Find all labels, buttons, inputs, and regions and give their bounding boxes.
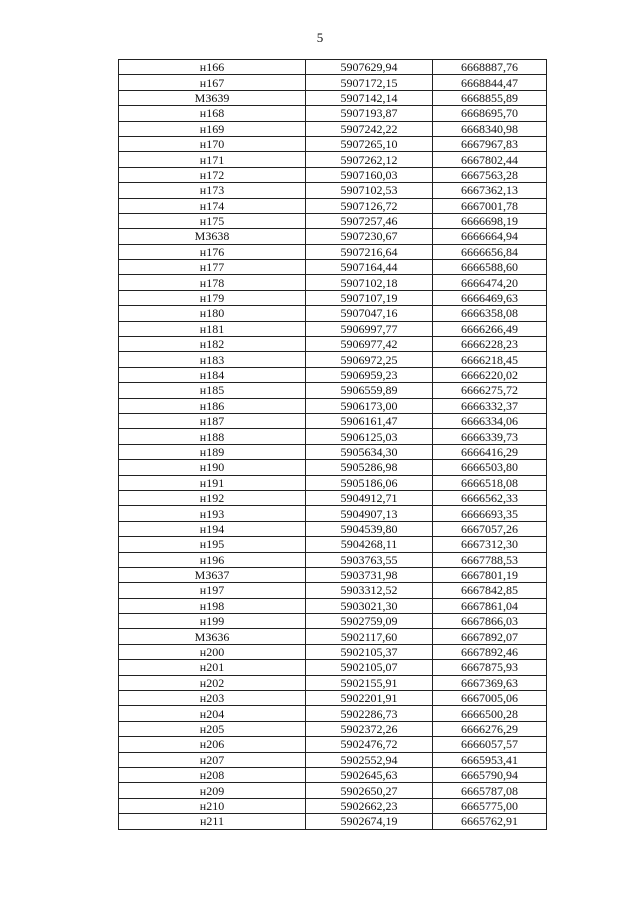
point-name-cell: МЗ639 (119, 90, 306, 105)
x-coordinate-cell: 5907102,53 (306, 183, 433, 198)
point-name-cell: н170 (119, 136, 306, 151)
table-row (119, 675, 547, 690)
point-name-cell: н189 (119, 444, 306, 459)
x-coordinate-cell: 5907160,03 (306, 167, 433, 182)
y-coordinate-cell: 6668887,76 (433, 60, 547, 75)
point-name-cell: н195 (119, 537, 306, 552)
point-name-cell: н184 (119, 367, 306, 382)
table-row (119, 614, 547, 629)
y-coordinate-cell: 6666339,73 (433, 429, 547, 444)
point-name-cell: н183 (119, 352, 306, 367)
coordinates-table (118, 59, 547, 830)
x-coordinate-cell: 5902117,60 (306, 629, 433, 644)
point-name-cell: н205 (119, 721, 306, 736)
y-coordinate-cell: 6666334,06 (433, 413, 547, 428)
x-coordinate-cell: 5907230,67 (306, 229, 433, 244)
table-row (119, 75, 547, 90)
point-name-cell: н169 (119, 121, 306, 136)
y-coordinate-cell: 6667842,85 (433, 583, 547, 598)
point-name-cell: н173 (119, 183, 306, 198)
point-name-cell: н208 (119, 767, 306, 782)
table-row (119, 60, 547, 75)
y-coordinate-cell: 6666503,80 (433, 460, 547, 475)
coordinates-table-body (119, 60, 547, 830)
x-coordinate-cell: 5906997,77 (306, 321, 433, 336)
x-coordinate-cell: 5906977,42 (306, 337, 433, 352)
x-coordinate-cell: 5907172,15 (306, 75, 433, 90)
x-coordinate-cell: 5903763,55 (306, 552, 433, 567)
x-coordinate-cell: 5903312,52 (306, 583, 433, 598)
table-row (119, 152, 547, 167)
x-coordinate-cell: 5903021,30 (306, 598, 433, 613)
table-row (119, 290, 547, 305)
y-coordinate-cell: 6666358,08 (433, 306, 547, 321)
x-coordinate-cell: 5907265,10 (306, 136, 433, 151)
y-coordinate-cell: 6666057,57 (433, 737, 547, 752)
point-name-cell: н207 (119, 752, 306, 767)
x-coordinate-cell: 5902552,94 (306, 752, 433, 767)
point-name-cell: н181 (119, 321, 306, 336)
point-name-cell: н175 (119, 213, 306, 228)
x-coordinate-cell: 5907216,64 (306, 244, 433, 259)
point-name-cell: н192 (119, 490, 306, 505)
point-name-cell: н180 (119, 306, 306, 321)
x-coordinate-cell: 5902650,27 (306, 783, 433, 798)
y-coordinate-cell: 6666228,23 (433, 337, 547, 352)
x-coordinate-cell: 5906559,89 (306, 383, 433, 398)
table-row (119, 706, 547, 721)
point-name-cell: н203 (119, 691, 306, 706)
x-coordinate-cell: 5904539,80 (306, 521, 433, 536)
x-coordinate-cell: 5907102,18 (306, 275, 433, 290)
x-coordinate-cell: 5903731,98 (306, 567, 433, 582)
point-name-cell: н201 (119, 660, 306, 675)
table-row (119, 583, 547, 598)
y-coordinate-cell: 6666469,63 (433, 290, 547, 305)
x-coordinate-cell: 5902645,63 (306, 767, 433, 782)
y-coordinate-cell: 6665762,91 (433, 814, 547, 829)
page-number: 5 (316, 30, 324, 45)
point-name-cell: н196 (119, 552, 306, 567)
y-coordinate-cell: 6667967,83 (433, 136, 547, 151)
x-coordinate-cell: 5902286,73 (306, 706, 433, 721)
table-row (119, 90, 547, 105)
point-name-cell: н168 (119, 106, 306, 121)
y-coordinate-cell: 6666416,29 (433, 444, 547, 459)
x-coordinate-cell: 5902105,37 (306, 644, 433, 659)
y-coordinate-cell: 6667861,04 (433, 598, 547, 613)
point-name-cell: н210 (119, 798, 306, 813)
point-name-cell: н211 (119, 814, 306, 829)
x-coordinate-cell: 5907193,87 (306, 106, 433, 121)
table-row (119, 567, 547, 582)
point-name-cell: н204 (119, 706, 306, 721)
x-coordinate-cell: 5904912,71 (306, 490, 433, 505)
point-name-cell: МЗ637 (119, 567, 306, 582)
table-row (119, 598, 547, 613)
x-coordinate-cell: 5906972,25 (306, 352, 433, 367)
table-row (119, 475, 547, 490)
y-coordinate-cell: 6667875,93 (433, 660, 547, 675)
x-coordinate-cell: 5906161,47 (306, 413, 433, 428)
y-coordinate-cell: 6666275,72 (433, 383, 547, 398)
table-row (119, 644, 547, 659)
table-row (119, 167, 547, 182)
x-coordinate-cell: 5904907,13 (306, 506, 433, 521)
y-coordinate-cell: 6667369,63 (433, 675, 547, 690)
table-row (119, 352, 547, 367)
y-coordinate-cell: 6666588,60 (433, 260, 547, 275)
table-row (119, 413, 547, 428)
y-coordinate-cell: 6666693,35 (433, 506, 547, 521)
table-row (119, 275, 547, 290)
x-coordinate-cell: 5907629,94 (306, 60, 433, 75)
x-coordinate-cell: 5907047,16 (306, 306, 433, 321)
y-coordinate-cell: 6665775,00 (433, 798, 547, 813)
table-row (119, 106, 547, 121)
table-row (119, 321, 547, 336)
table-row (119, 367, 547, 382)
table-row (119, 552, 547, 567)
y-coordinate-cell: 6667892,46 (433, 644, 547, 659)
x-coordinate-cell: 5902476,72 (306, 737, 433, 752)
x-coordinate-cell: 5904268,11 (306, 537, 433, 552)
y-coordinate-cell: 6667801,19 (433, 567, 547, 582)
table-row (119, 460, 547, 475)
x-coordinate-cell: 5905286,98 (306, 460, 433, 475)
point-name-cell: н172 (119, 167, 306, 182)
point-name-cell: н198 (119, 598, 306, 613)
table-row (119, 798, 547, 813)
table-row (119, 506, 547, 521)
table-row (119, 398, 547, 413)
table-row (119, 737, 547, 752)
table-row (119, 444, 547, 459)
table-row (119, 429, 547, 444)
table-row (119, 767, 547, 782)
point-name-cell: н182 (119, 337, 306, 352)
table-row (119, 136, 547, 151)
y-coordinate-cell: 6667866,03 (433, 614, 547, 629)
table-row (119, 752, 547, 767)
table-row (119, 244, 547, 259)
table-row (119, 691, 547, 706)
x-coordinate-cell: 5906959,23 (306, 367, 433, 382)
y-coordinate-cell: 6666518,08 (433, 475, 547, 490)
y-coordinate-cell: 6667362,13 (433, 183, 547, 198)
point-name-cell: н199 (119, 614, 306, 629)
point-name-cell: н179 (119, 290, 306, 305)
y-coordinate-cell: 6668855,89 (433, 90, 547, 105)
y-coordinate-cell: 6666220,02 (433, 367, 547, 382)
point-name-cell: н171 (119, 152, 306, 167)
point-name-cell: н176 (119, 244, 306, 259)
point-name-cell: н197 (119, 583, 306, 598)
x-coordinate-cell: 5906125,03 (306, 429, 433, 444)
table-row (119, 213, 547, 228)
y-coordinate-cell: 6666474,20 (433, 275, 547, 290)
y-coordinate-cell: 6666266,49 (433, 321, 547, 336)
y-coordinate-cell: 6667001,78 (433, 198, 547, 213)
table-row (119, 260, 547, 275)
table-row (119, 337, 547, 352)
table-row (119, 121, 547, 136)
point-name-cell: н191 (119, 475, 306, 490)
x-coordinate-cell: 5902662,23 (306, 798, 433, 813)
x-coordinate-cell: 5907107,19 (306, 290, 433, 305)
table-row (119, 814, 547, 829)
y-coordinate-cell: 6666656,84 (433, 244, 547, 259)
x-coordinate-cell: 5902105,07 (306, 660, 433, 675)
table-row (119, 198, 547, 213)
x-coordinate-cell: 5902372,26 (306, 721, 433, 736)
table-row (119, 183, 547, 198)
x-coordinate-cell: 5907242,22 (306, 121, 433, 136)
point-name-cell: н206 (119, 737, 306, 752)
x-coordinate-cell: 5907126,72 (306, 198, 433, 213)
y-coordinate-cell: 6666664,94 (433, 229, 547, 244)
x-coordinate-cell: 5905186,06 (306, 475, 433, 490)
y-coordinate-cell: 6665953,41 (433, 752, 547, 767)
x-coordinate-cell: 5907257,46 (306, 213, 433, 228)
point-name-cell: н187 (119, 413, 306, 428)
y-coordinate-cell: 6668844,47 (433, 75, 547, 90)
y-coordinate-cell: 6666562,33 (433, 490, 547, 505)
point-name-cell: н174 (119, 198, 306, 213)
table-row (119, 783, 547, 798)
x-coordinate-cell: 5902759,09 (306, 614, 433, 629)
y-coordinate-cell: 6667563,28 (433, 167, 547, 182)
point-name-cell: н178 (119, 275, 306, 290)
table-row (119, 660, 547, 675)
y-coordinate-cell: 6667005,06 (433, 691, 547, 706)
point-name-cell: н194 (119, 521, 306, 536)
y-coordinate-cell: 6667788,53 (433, 552, 547, 567)
y-coordinate-cell: 6666218,45 (433, 352, 547, 367)
x-coordinate-cell: 5902674,19 (306, 814, 433, 829)
table-row (119, 306, 547, 321)
table-row (119, 629, 547, 644)
point-name-cell: н166 (119, 60, 306, 75)
x-coordinate-cell: 5907262,12 (306, 152, 433, 167)
y-coordinate-cell: 6666332,37 (433, 398, 547, 413)
y-coordinate-cell: 6665787,08 (433, 783, 547, 798)
y-coordinate-cell: 6666698,19 (433, 213, 547, 228)
point-name-cell: н193 (119, 506, 306, 521)
point-name-cell: н209 (119, 783, 306, 798)
y-coordinate-cell: 6665790,94 (433, 767, 547, 782)
x-coordinate-cell: 5907164,44 (306, 260, 433, 275)
point-name-cell: МЗ638 (119, 229, 306, 244)
table-row (119, 229, 547, 244)
y-coordinate-cell: 6668695,70 (433, 106, 547, 121)
point-name-cell: н177 (119, 260, 306, 275)
point-name-cell: н185 (119, 383, 306, 398)
y-coordinate-cell: 6667892,07 (433, 629, 547, 644)
table-row (119, 721, 547, 736)
x-coordinate-cell: 5902201,91 (306, 691, 433, 706)
table-row (119, 490, 547, 505)
table-row (119, 383, 547, 398)
point-name-cell: н200 (119, 644, 306, 659)
y-coordinate-cell: 6667312,30 (433, 537, 547, 552)
y-coordinate-cell: 6667057,26 (433, 521, 547, 536)
point-name-cell: МЗ636 (119, 629, 306, 644)
table-row (119, 521, 547, 536)
x-coordinate-cell: 5905634,30 (306, 444, 433, 459)
point-name-cell: н167 (119, 75, 306, 90)
point-name-cell: н202 (119, 675, 306, 690)
x-coordinate-cell: 5906173,00 (306, 398, 433, 413)
x-coordinate-cell: 5907142,14 (306, 90, 433, 105)
x-coordinate-cell: 5902155,91 (306, 675, 433, 690)
point-name-cell: н186 (119, 398, 306, 413)
point-name-cell: н188 (119, 429, 306, 444)
y-coordinate-cell: 6668340,98 (433, 121, 547, 136)
point-name-cell: н190 (119, 460, 306, 475)
y-coordinate-cell: 6666276,29 (433, 721, 547, 736)
y-coordinate-cell: 6666500,28 (433, 706, 547, 721)
y-coordinate-cell: 6667802,44 (433, 152, 547, 167)
table-row (119, 537, 547, 552)
